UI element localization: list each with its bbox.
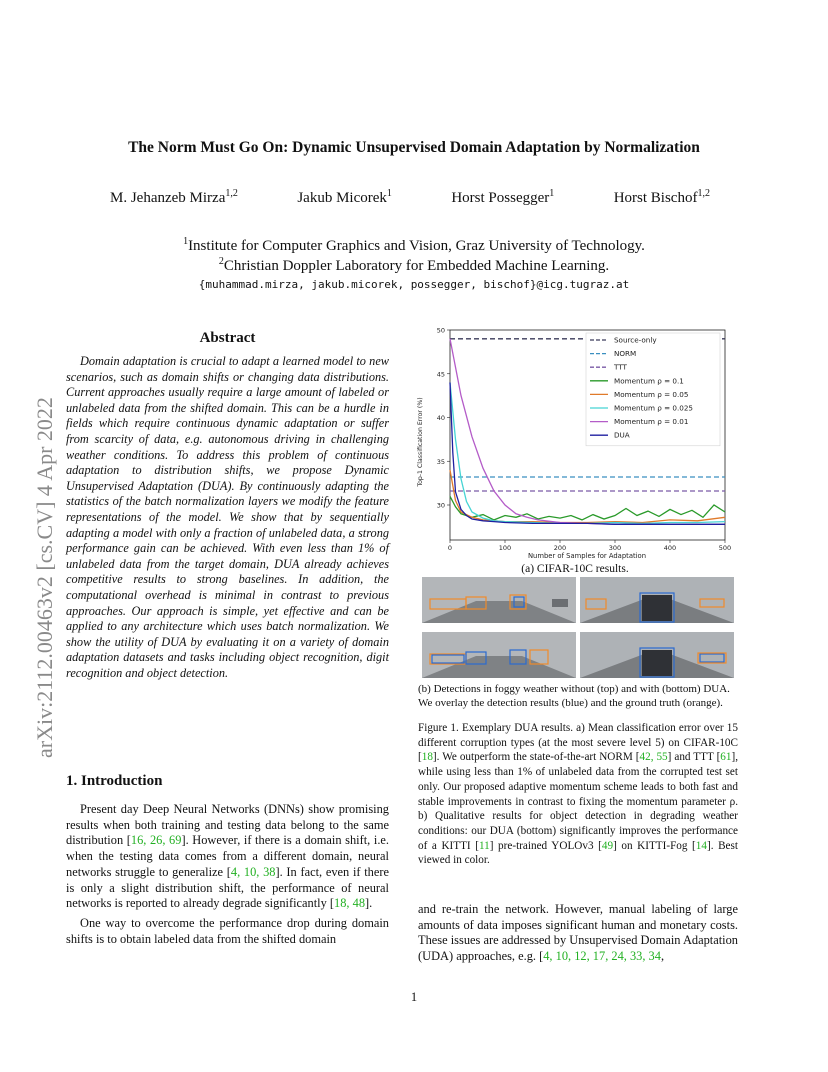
foggy-road-photo: [422, 577, 576, 623]
series-line: [450, 496, 725, 520]
legend-entry: Momentum ρ = 0.05: [614, 389, 689, 399]
author-emails: {muhammad.mirza, jakub.micorek, possegger, bischof}@icg.tugraz.at: [198, 278, 630, 291]
subcaption-a: (a) CIFAR-10C results.: [521, 563, 629, 575]
foggy-road-photo: [580, 632, 734, 678]
right-column-text: and re-train the network. However, manual labeling of large amounts of data imposes significant human and monetary costs. These issues are addressed by Unsupervised Domain Adaptation (UDA) approaches, e.g. [4, 10, 12, 17, 24, 33, 34,: [418, 902, 738, 964]
legend-entry: NORM: [614, 349, 637, 359]
affiliation: $^2$Christian Doppler Laboratory for Embedded Machine Learning.: [218, 256, 610, 274]
detection-photo-grid: [422, 577, 734, 679]
figure-caption: Figure 1. Exemplary DUA results. a) Mean classification error over 15 different corruption types (at the most severe level 5) on CIFAR-10C [18]. We outperform the state-of-the-art NORM [42, 55] and TTT [61], while using less than 1% of unlabeled data from the corrupted test set only. Our proposed adaptive momentum scheme leads to both fast and stable improvements in contrast to fixing the momentum parameter ρ. b) Qualitative results for object detection in degrading weather conditions: our DUA (bottom) significantly improves the performance of a KITTI [11] pre-trained YOLOv3 [49] on KITTI-Fog [14]. Best viewed in color.: [418, 722, 739, 867]
abstract-text: Domain adaptation is crucial to adapt a learned model to new scenarios, such as domain shifts or changing data distributions. Current approaches usually require a large amount of labeled or unlabeled data from the shifted domain. This can be a hurdle in fields which require continuous dynamic adaptation or suffer from scarcity of data, e.g. autonomous driving in challenging weather conditions. To address this problem of continuous adaptation to distribution shifts, we propose Dynamic Unsupervised Adaptation (DUA). By continuously adapting the statistics of the batch normalization layers we modify the feature representations of the model. We show that by sequentially adapting a model with only a fraction of unlabeled data, a strong performance gain can be achieved. With even less than 1% of unlabeled data from the target domain, DUA already achieves competitive results to strong baselines. In addition, the computational overhead is minimal in contrast to previous approaches. Our approach is simple, yet effective and can be applied to any architecture which uses batch normalization. We show the utility of DUA by evaluating it on a variety of domain adaptation datasets and tasks including object recognition, digit recognition and object detection.: [66, 354, 389, 680]
x-axis-label: Number of Samples for Adaptation: [527, 552, 647, 560]
author: Horst Bischof$^{1,2}$: [613, 188, 710, 206]
intro-text: [66, 802, 389, 951]
y-axis-label: Top-1 Classification Error (%): [417, 397, 424, 487]
x-tick-label: 300: [608, 544, 622, 552]
arxiv-stamp: [22, 290, 62, 760]
intro-paragraph: One way to overcome the performance drop during domain shifts is to obtain labeled data from the shifted domain: [66, 915, 389, 946]
subcaption-b: (b) Detections in foggy weather without (top) and with (bottom) DUA. We overlay the detection results (blue) and the ground truth (orange).: [418, 683, 730, 709]
y-tick-label: 50: [436, 326, 445, 335]
abstract-heading: Abstract: [199, 330, 256, 346]
x-tick-label: 500: [718, 544, 732, 552]
author: Jakub Micorek$^1$: [297, 188, 392, 206]
legend-entry: TTT: [614, 362, 627, 372]
intro-heading: 1. Introduction: [66, 773, 163, 789]
author: M. Jehanzeb Mirza$^{1,2}$: [110, 188, 238, 206]
intro-paragraph: Present day Deep Neural Networks (DNNs) show promising results when both training and testing data belong to the same distribution [16, 26, 69]. However, if there is a domain shift, i.e. when the testing data comes from a different domain, neural networks struggle to generalize [4, 10, 38]. In fact, even if there is only a slight distribution shift, the performance of neural networks is reported to already degrade significantly [18, 48].: [66, 802, 390, 911]
paper-title: The Norm Must Go On: Dynamic Unsupervised Domain Adaptation by Normalization: [128, 139, 700, 156]
series-line: [450, 470, 725, 523]
legend-entry: Momentum ρ = 0.1: [614, 376, 684, 386]
foggy-road-photo: [580, 577, 734, 623]
cifar-chart: [410, 322, 740, 570]
author-list: [110, 188, 710, 207]
affiliation: $^1$Institute for Computer Graphics and Vision, Graz University of Technology.: [183, 236, 645, 254]
x-tick-label: 0: [447, 544, 453, 552]
legend-entry: Momentum ρ = 0.01: [614, 417, 689, 427]
arxiv-id-text: arXiv:2112.00463v2 [cs.CV] 4 Apr 2022: [32, 397, 57, 758]
legend-entry: Momentum ρ = 0.025: [614, 403, 693, 413]
author: Horst Possegger$^1$: [451, 188, 555, 206]
x-tick-label: 200: [553, 544, 567, 552]
foggy-road-photo: [422, 632, 576, 678]
y-tick-label: 45: [436, 370, 445, 379]
legend-entry: Source-only: [614, 335, 657, 345]
y-tick-label: 35: [436, 457, 445, 466]
page-number: 1: [410, 990, 418, 1004]
x-tick-label: 100: [498, 544, 512, 552]
legend-entry: DUA: [614, 430, 630, 440]
x-tick-label: 400: [663, 544, 677, 552]
y-tick-label: 30: [436, 501, 445, 510]
y-tick-label: 40: [436, 414, 445, 422]
